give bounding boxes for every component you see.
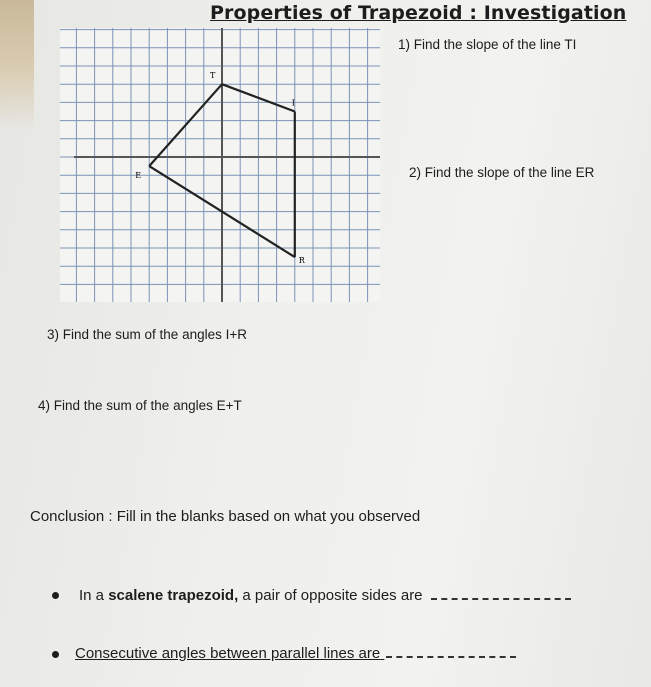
bullet-1 [79, 587, 571, 604]
conclusion-heading: Conclusion : Fill in the blanks based on what you observed [30, 508, 421, 525]
coordinate-plane [60, 28, 380, 302]
vertex-label-R: R [298, 256, 305, 266]
coordinate-grid [60, 28, 380, 302]
vertex-label-T: T [210, 71, 216, 81]
bullet-dot-2 [52, 651, 59, 658]
bullet-1-prefix: In a [79, 587, 109, 604]
bullet-dot-1 [52, 592, 59, 599]
fill-blank-2[interactable] [386, 646, 516, 658]
question-2: 2) Find the slope of the line ER [409, 165, 595, 180]
vertex-label-E: E [135, 171, 142, 181]
bullet-2 [75, 645, 516, 662]
question-4: 4) Find the sum of the angles E+T [38, 398, 242, 413]
bullet-1-suffix: a pair of opposite sides are [238, 587, 423, 604]
question-1: 1) Find the slope of the line TI [398, 37, 577, 52]
bullet-1-bold: scalene trapezoid, [108, 587, 239, 604]
page-edge-shadow [0, 0, 34, 130]
bullet-2-text: Consecutive angles between parallel lines are [75, 645, 381, 662]
page-title: Properties of Trapezoid : Investigation [210, 2, 627, 24]
fill-blank-1[interactable] [431, 588, 571, 600]
vertex-label-I: I [291, 98, 295, 108]
question-3: 3) Find the sum of the angles I+R [47, 327, 247, 342]
grid-background [60, 28, 380, 302]
